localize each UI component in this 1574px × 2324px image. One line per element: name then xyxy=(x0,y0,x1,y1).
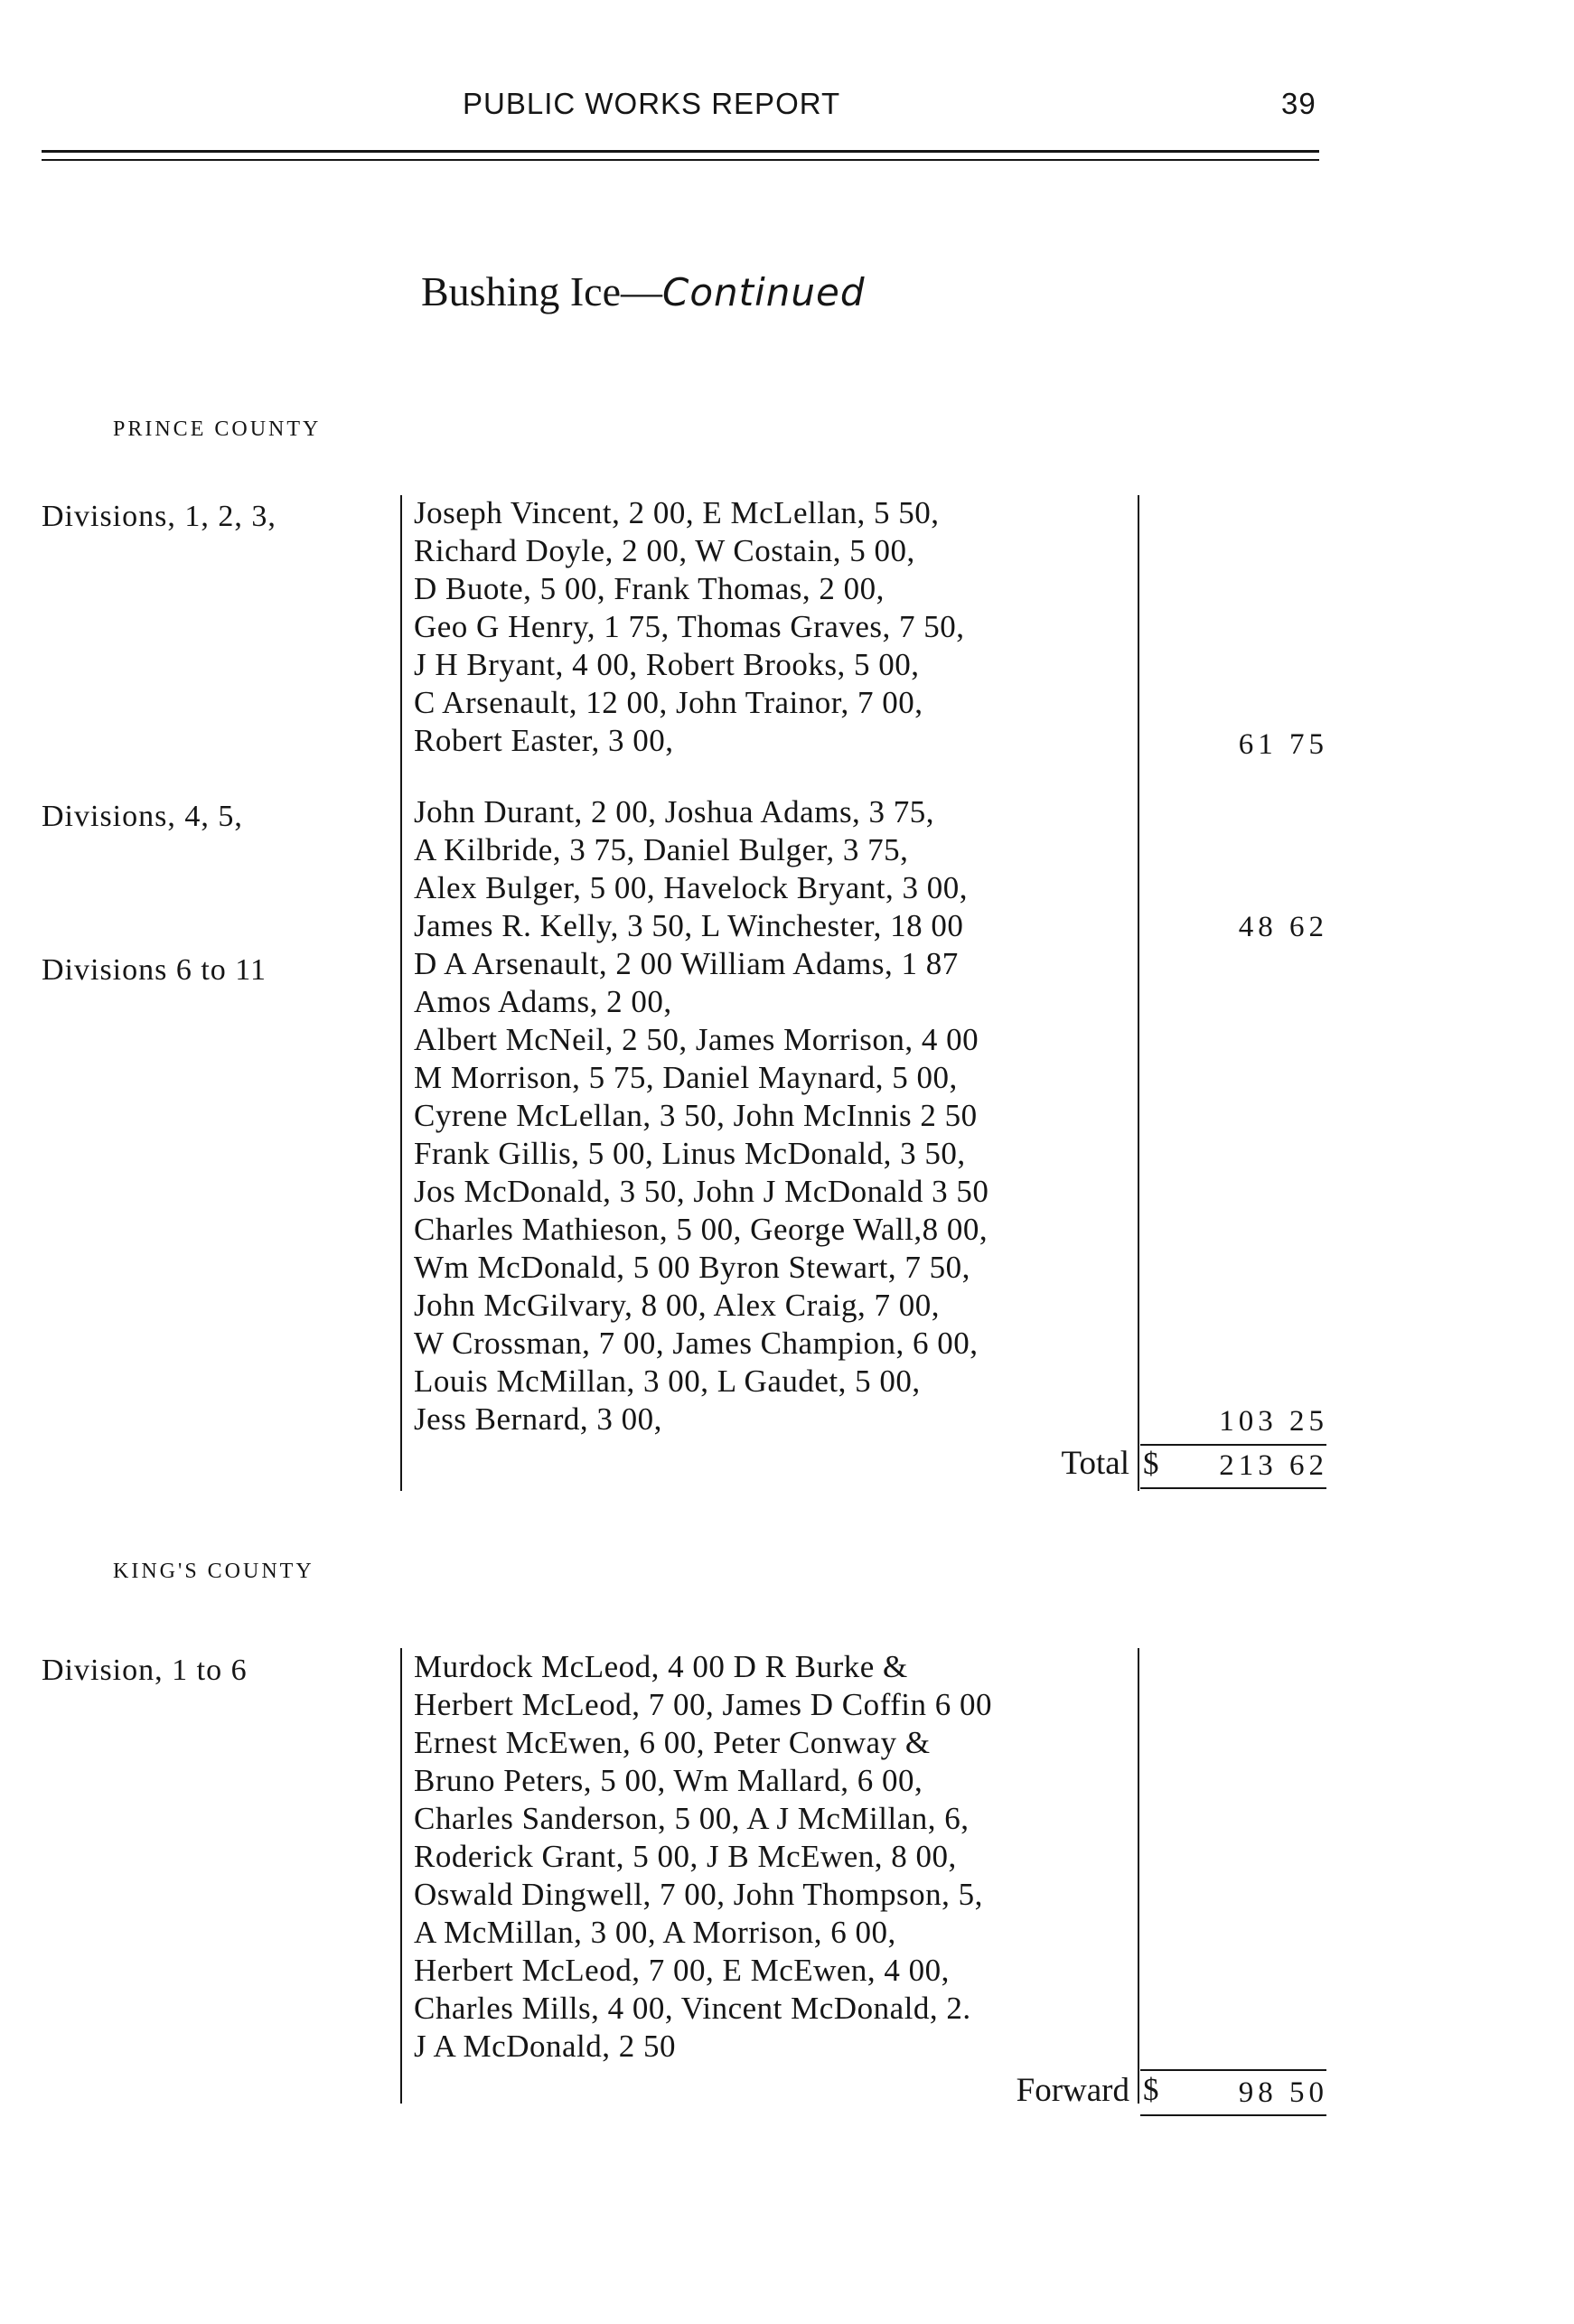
division-entries xyxy=(414,793,1137,945)
entry-line: Herbert McLeod, 7 00, E McEwen, 4 00, xyxy=(414,1953,950,1988)
prince-column-rule xyxy=(400,495,402,1491)
entry-line: Cyrene McLellan, 3 50, John McInnis 2 50 xyxy=(414,1098,978,1133)
entry-line: Richard Doyle, 2 00, W Costain, 5 00, xyxy=(414,533,915,568)
entry-line: Frank Gillis, 5 00, Linus McDonald, 3 50, xyxy=(414,1136,966,1171)
division-entries xyxy=(414,1648,1137,2066)
entry-line: Albert McNeil, 2 50, James Morrison, 4 00 xyxy=(414,1022,979,1057)
entry-line: Joseph Vincent, 2 00, E McLellan, 5 50, xyxy=(414,495,940,530)
kings-column-rule xyxy=(400,1648,402,2104)
total-label: Total xyxy=(1061,1445,1129,1482)
kings-county-heading: KING'S COUNTY xyxy=(113,1560,314,1583)
entry-line: Geo G Henry, 1 75, Thomas Graves, 7 50, xyxy=(414,609,965,644)
entry-line: Herbert McLeod, 7 00, James D Coffin 6 00 xyxy=(414,1687,993,1722)
total-rule-top xyxy=(1140,1444,1326,1446)
header-rule-bottom xyxy=(42,159,1319,161)
currency-symbol: $ xyxy=(1143,2072,1159,2107)
total-rule-bottom xyxy=(1140,1487,1326,1489)
entry-line: A McMillan, 3 00, A Morrison, 6 00, xyxy=(414,1915,896,1950)
entry-line: Bruno Peters, 5 00, Wm Mallard, 6 00, xyxy=(414,1763,923,1798)
entry-line: Charles Mills, 4 00, Vincent McDonald, 2. xyxy=(414,1991,971,2026)
entry-line: D Buote, 5 00, Frank Thomas, 2 00, xyxy=(414,571,885,606)
prince-county-heading: PRINCE COUNTY xyxy=(113,417,322,441)
prince-amount-rule xyxy=(1138,495,1139,1491)
title-main: Bushing Ice— xyxy=(421,268,663,314)
running-header-title: PUBLIC WORKS REPORT xyxy=(463,87,841,120)
entry-line: C Arsenault, 12 00, John Trainor, 7 00, xyxy=(414,685,923,720)
division-label: Divisions 6 to 11 xyxy=(42,953,267,987)
division-entries xyxy=(414,945,1137,1438)
division-label: Divisions, 1, 2, 3, xyxy=(42,500,276,533)
forward-amount: 98 50 xyxy=(1238,2076,1328,2109)
entry-line: Jos McDonald, 3 50, John J McDonald 3 50 xyxy=(414,1174,989,1209)
title-continued: Continued xyxy=(662,270,866,314)
entry-line: Charles Mathieson, 5 00, George Wall,8 00, xyxy=(414,1212,988,1247)
entry-line: Amos Adams, 2 00, xyxy=(414,984,672,1019)
entry-line: Charles Sanderson, 5 00, A J McMillan, 6, xyxy=(414,1801,970,1836)
header-rule-top xyxy=(42,150,1319,153)
division-entries xyxy=(414,494,1137,760)
division-amount: 61 75 xyxy=(1238,728,1328,761)
entry-line: John Durant, 2 00, Joshua Adams, 3 75, xyxy=(414,794,935,829)
entry-line: Ernest McEwen, 6 00, Peter Conway & xyxy=(414,1725,931,1760)
entry-line: A Kilbride, 3 75, Daniel Bulger, 3 75, xyxy=(414,832,909,867)
entry-line: Louis McMillan, 3 00, L Gaudet, 5 00, xyxy=(414,1363,921,1399)
entry-line: John McGilvary, 8 00, Alex Craig, 7 00, xyxy=(414,1288,941,1323)
page-number: 39 xyxy=(1281,87,1316,120)
division-amount: 48 62 xyxy=(1238,911,1328,943)
entry-line: W Crossman, 7 00, James Champion, 6 00, xyxy=(414,1326,979,1361)
entry-line: J A McDonald, 2 50 xyxy=(414,2029,676,2064)
entry-line: Oswald Dingwell, 7 00, John Thompson, 5, xyxy=(414,1877,983,1912)
division-label: Division, 1 to 6 xyxy=(42,1654,248,1687)
entry-line: Wm McDonald, 5 00 Byron Stewart, 7 50, xyxy=(414,1250,970,1285)
forward-rule-bottom xyxy=(1140,2114,1326,2116)
entry-line: D A Arsenault, 2 00 William Adams, 1 87 xyxy=(414,946,959,981)
total-amount: 213 62 xyxy=(1219,1449,1328,1482)
entry-line: J H Bryant, 4 00, Robert Brooks, 5 00, xyxy=(414,647,920,682)
entry-line: Murdock McLeod, 4 00 D R Burke & xyxy=(414,1649,908,1684)
forward-rule-top xyxy=(1140,2069,1326,2071)
division-amount: 103 25 xyxy=(1219,1405,1328,1438)
entry-line: Jess Bernard, 3 00, xyxy=(414,1401,662,1437)
division-label: Divisions, 4, 5, xyxy=(42,800,243,833)
currency-symbol: $ xyxy=(1143,1446,1159,1481)
forward-label: Forward xyxy=(1016,2072,1129,2109)
entry-line: James R. Kelly, 3 50, L Winchester, 18 00 xyxy=(414,908,964,943)
entry-line: M Morrison, 5 75, Daniel Maynard, 5 00, xyxy=(414,1060,958,1095)
entry-line: Roderick Grant, 5 00, J B McEwen, 8 00, xyxy=(414,1839,957,1874)
kings-amount-rule xyxy=(1138,1648,1139,2104)
page-title xyxy=(421,267,866,315)
entry-line: Alex Bulger, 5 00, Havelock Bryant, 3 00, xyxy=(414,870,969,905)
entry-line: Robert Easter, 3 00, xyxy=(414,723,674,758)
